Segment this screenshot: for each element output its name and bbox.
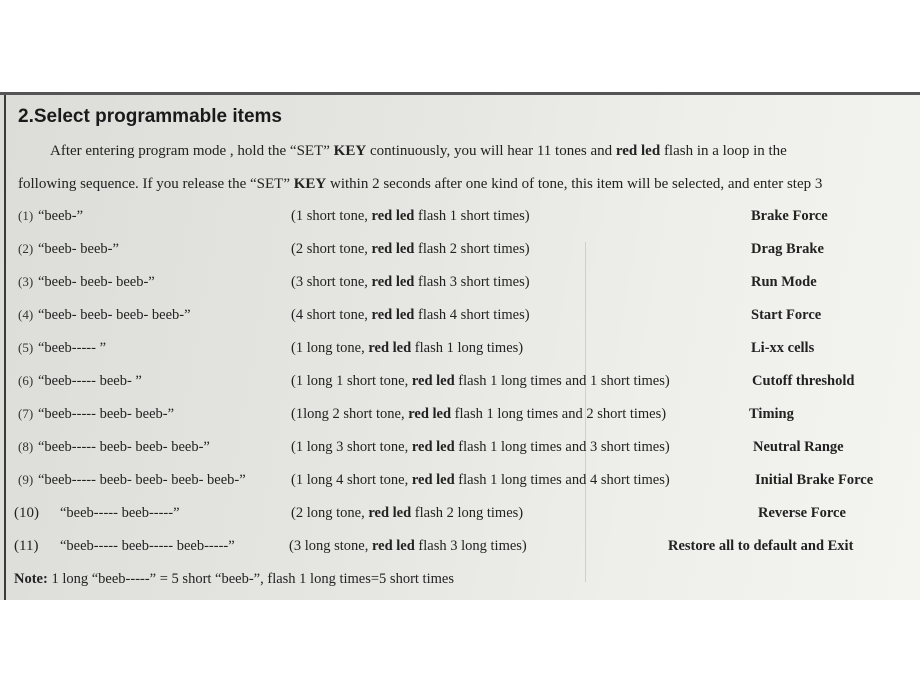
beep-pattern: “beeb- beeb- beeb-” xyxy=(38,274,155,290)
desc-pre: (2 long tone, xyxy=(291,505,369,521)
led-label: red led xyxy=(368,505,412,521)
program-item-name: Drag Brake xyxy=(751,241,824,257)
item-number: (2) xyxy=(18,241,34,256)
program-item-row xyxy=(0,340,920,370)
item-number: (8) xyxy=(18,439,34,454)
led-label: red led xyxy=(411,472,455,488)
beep-pattern: “beeb----- beeb- ” xyxy=(38,373,142,389)
program-item-row xyxy=(0,241,920,271)
led-label: red led xyxy=(371,538,415,554)
tone-description xyxy=(291,241,530,258)
beep-pattern: “beeb----- beeb- beeb-” xyxy=(38,406,175,422)
item-number: (6) xyxy=(18,373,34,388)
item-number: (3) xyxy=(18,274,34,289)
intro-line-1-key: KEY xyxy=(333,143,367,159)
intro-line-1-led: red led xyxy=(615,143,661,159)
beep-pattern: “beeb- beeb- beeb- beeb-” xyxy=(38,307,191,323)
program-item-row xyxy=(0,505,920,535)
desc-post: flash 1 short times) xyxy=(414,208,530,224)
intro-line-1-mid: continuously, you will hear 11 tones and xyxy=(366,143,616,159)
tone-description xyxy=(291,439,670,456)
program-item-row xyxy=(0,472,920,502)
footnote xyxy=(14,571,454,588)
desc-post: flash 3 short times) xyxy=(414,274,530,290)
program-item-row xyxy=(0,538,920,568)
led-label: red led xyxy=(371,274,415,290)
program-item-row xyxy=(0,439,920,469)
program-item-row xyxy=(0,274,920,304)
item-number: (1) xyxy=(18,208,34,223)
program-item-row xyxy=(0,373,920,403)
desc-pre: (1 long 4 short tone, xyxy=(291,472,412,488)
led-label: red led xyxy=(411,439,455,455)
program-item-name: Restore all to default and Exit xyxy=(668,538,854,554)
tone-description xyxy=(289,538,527,555)
tone-description xyxy=(291,505,523,522)
desc-pre: (1 long 1 short tone, xyxy=(291,373,412,389)
program-item-row xyxy=(0,406,920,436)
item-number: (7) xyxy=(18,406,34,421)
desc-pre: (3 short tone, xyxy=(291,274,372,290)
beep-pattern: “beeb----- beeb-----” xyxy=(60,505,180,521)
desc-pre: (4 short tone, xyxy=(291,307,372,323)
desc-post: flash 1 long times and 1 short times) xyxy=(454,373,670,389)
desc-pre: (1long 2 short tone, xyxy=(291,406,409,422)
program-item-name: Initial Brake Force xyxy=(755,472,874,488)
desc-pre: (3 long stone, xyxy=(289,538,372,554)
led-label: red led xyxy=(368,340,412,356)
desc-pre: (2 short tone, xyxy=(291,241,372,257)
tone-description xyxy=(291,307,530,324)
desc-post: flash 1 long times and 4 short times) xyxy=(454,472,670,488)
led-label: red led xyxy=(371,208,415,224)
desc-post: flash 1 long times) xyxy=(411,340,524,356)
item-number: (11) xyxy=(14,538,39,554)
desc-post: flash 1 long times and 2 short times) xyxy=(451,406,667,422)
program-item-name: Reverse Force xyxy=(758,505,846,521)
led-label: red led xyxy=(371,241,415,257)
program-item-name: Neutral Range xyxy=(753,439,844,455)
note-text: 1 long “beeb-----” = 5 short “beeb-”, flash 1 long times=5 short times xyxy=(47,571,454,587)
program-item-name: Timing xyxy=(749,406,794,422)
beep-pattern: “beeb----- beeb- beeb- beeb- beeb-” xyxy=(38,472,246,488)
item-number: (5) xyxy=(18,340,34,355)
desc-pre: (1 long tone, xyxy=(291,340,369,356)
desc-post: flash 2 short times) xyxy=(414,241,530,257)
tone-description xyxy=(291,373,670,390)
program-item-row xyxy=(0,307,920,337)
item-number: (4) xyxy=(18,307,34,322)
tone-description xyxy=(291,208,530,225)
led-label: red led xyxy=(371,307,415,323)
instruction-sheet xyxy=(0,92,920,600)
program-item-name: Start Force xyxy=(751,307,822,323)
desc-post: flash 3 long times) xyxy=(414,538,527,554)
intro-line-2-key: KEY xyxy=(293,176,327,192)
tone-description xyxy=(291,340,523,357)
program-item-name: Brake Force xyxy=(751,208,828,224)
intro-line-1-post: flash in a loop in the xyxy=(660,143,787,159)
desc-pre: (1 long 3 short tone, xyxy=(291,439,412,455)
program-item-name: Li-xx cells xyxy=(751,340,815,356)
program-item-name: Run Mode xyxy=(751,274,817,290)
intro-line-1 xyxy=(50,143,787,160)
note-label: Note: xyxy=(14,571,48,587)
program-item-row xyxy=(0,208,920,238)
tone-description xyxy=(291,406,666,423)
intro-line-2 xyxy=(18,176,822,193)
led-label: red led xyxy=(408,406,452,422)
intro-line-2-pre: following sequence. If you release the “SET” xyxy=(18,176,294,192)
item-number: (10) xyxy=(14,505,39,521)
program-item-name: Cutoff threshold xyxy=(752,373,855,389)
beep-pattern: “beeb----- beeb----- beeb-----” xyxy=(60,538,235,554)
desc-post: flash 2 long times) xyxy=(411,505,524,521)
led-label: red led xyxy=(411,373,455,389)
beep-pattern: “beeb- beeb-” xyxy=(38,241,119,257)
intro-line-2-post: within 2 seconds after one kind of tone, this item will be selected, and enter step 3 xyxy=(326,176,823,192)
tone-description xyxy=(291,274,530,291)
beep-pattern: “beeb----- ” xyxy=(38,340,107,356)
beep-pattern: “beeb----- beeb- beeb- beeb-” xyxy=(38,439,210,455)
tone-description xyxy=(291,472,670,489)
section-heading: 2.Select programmable items xyxy=(18,106,282,127)
beep-pattern: “beeb-” xyxy=(38,208,84,224)
intro-line-1-pre: After entering program mode , hold the “SET” xyxy=(50,143,334,159)
desc-post: flash 4 short times) xyxy=(414,307,530,323)
desc-pre: (1 short tone, xyxy=(291,208,372,224)
item-number: (9) xyxy=(18,472,34,487)
desc-post: flash 1 long times and 3 short times) xyxy=(454,439,670,455)
